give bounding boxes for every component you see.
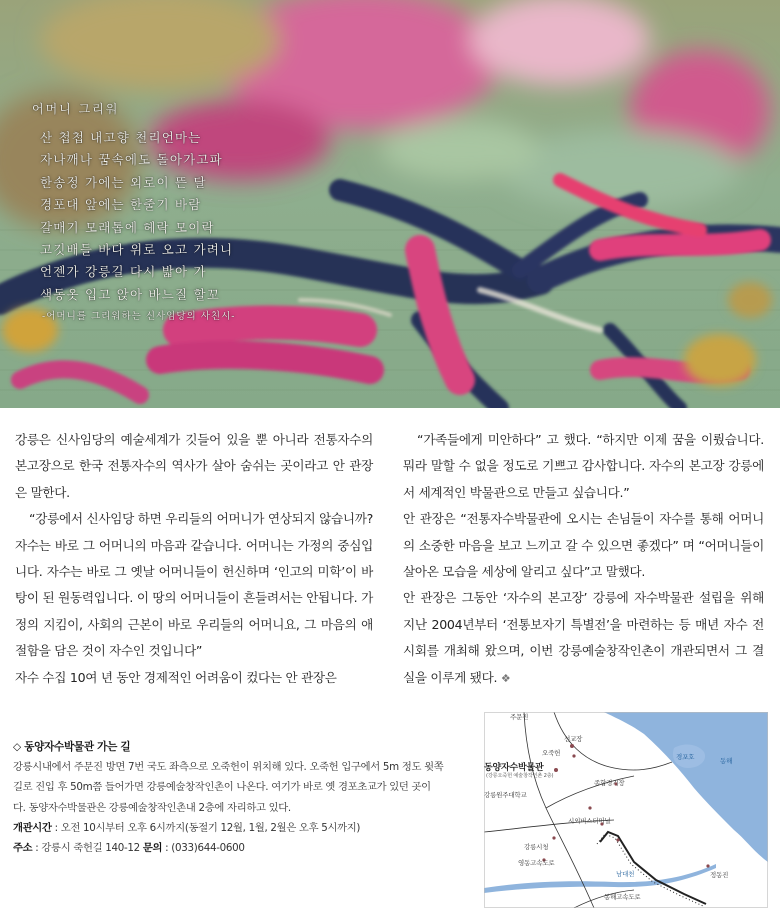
poem-line-6: 고깃배들 바다 위로 오고 가려니 — [40, 242, 234, 258]
poem-line-7: 언젠가 강릉길 다시 밟아 가 — [40, 264, 207, 280]
article-column-left — [15, 427, 373, 691]
map-label-donghae: 동해 — [720, 757, 733, 765]
directions-line: 다. 동양자수박물관은 강릉예술창작인촌내 2층에 자리하고 있다. — [13, 801, 291, 814]
poem-line-1: 산 첩첩 내고향 천리언마는 — [40, 130, 202, 145]
map-label-jeongdongjin: 정동진 — [710, 871, 729, 879]
opening-hours-label: 개관시간 — [13, 821, 52, 834]
poem-source: -어머니를 그리워하는 신사임당의 사친시- — [42, 311, 236, 323]
map-label-donghae-expressway: 동해고속도로 — [604, 893, 641, 901]
poem — [20, 100, 340, 322]
article-paragraph — [403, 585, 764, 692]
directions-line: 강릉시내에서 주문진 방면 7번 국도 좌측으로 오죽헌이 위치해 있다. 오죽헌 입구에서 5m 정도 윗쪽 — [13, 761, 444, 774]
poem-line-2: 자나깨나 꿈속에도 돌아가고파 — [40, 152, 223, 168]
end-mark-icon: ❖ — [500, 671, 511, 685]
article-paragraph: 자수 수집 10여 년 동안 경제적인 어려움이 컸다는 안 관장은 — [15, 669, 337, 685]
map-label-museum: 동양자수박물관 — [484, 763, 544, 773]
address-contact — [13, 838, 483, 858]
article-paragraph: 안 관장은 “전통자수박물관에 오시는 손님들이 자수를 통해 어머니의 소중한 마음을 보고 느끼고 갈 수 있으면 좋겠다” 며 “어머니들이 살아온 모습을 세상에 알리고 싶다”고 말했다. — [403, 511, 764, 580]
article-body — [0, 427, 780, 697]
address-value: : 강릉시 죽헌길 140-12 — [32, 842, 143, 855]
map-label-jumunjin: 주문진 — [510, 713, 529, 721]
article-paragraph: “강릉에서 신사임당 하면 우리들의 어머니가 연상되지 않습니까? 자수는 바로 그 어머니의 마음과 같습니다. 어머니는 가정의 중심입니다. 자수는 바로 그 옛날 어머니들이 헌신하며 ‘인고의 미학’이 바탕이 된 원동력입니다. 이 땅의 어머니들이 흔들려서는 안됩니다. 가정의 지킴이, 사회의 근본이 바로 우리들의 어머니요, 그 마음의 애절함을 담은 것이 자수인 것입니다” — [15, 511, 373, 659]
poem-line-3: 한송정 가에는 외로이 뜬 달 — [40, 174, 207, 190]
map-label-gyeongpoho: 경포호 — [676, 753, 695, 761]
map-label-university: 강릉원주대학교 — [484, 791, 527, 799]
opening-hours — [13, 818, 483, 838]
hero-embroidery-photo — [0, 0, 780, 408]
directions-title: ◇ 동양자수박물관 가는 길 — [13, 741, 131, 753]
phone-value: : (033)644-0600 — [162, 842, 245, 855]
map-label-museum-sub: (강릉오죽헌 예술창작인촌 2층) — [486, 773, 554, 779]
article-paragraph: 강릉은 신사임당의 예술세계가 깃들어 있을 뿐 아니라 전통자수의 본고장으로 한국 전통자수의 역사가 살아 숨쉬는 곳이라고 안 관장은 말한다. — [15, 432, 373, 500]
location-map — [484, 712, 768, 908]
map-label-yeongdong-expressway: 영동고속도로 — [518, 859, 555, 867]
article-paragraph-text: 안 관장은 그동안 ‘자수의 본고장’ 강릉에 자수박물관 설립을 위해 지난 2004년부터 ‘전통보자기 특별전’을 마련하는 등 매년 자수 전시회를 개최해 왔으며, 이번 강릉예술창작인촌이 개관되면서 그 결실을 이루게 됐다. — [403, 590, 764, 685]
opening-hours-value: : 오전 10시부터 오후 6시까지(동절기 12월, 1월, 2월은 오후 5시까지) — [51, 821, 361, 834]
map-label-seongyojang: 선교장 — [564, 735, 583, 743]
map-label-stadium: 종합경기장 — [594, 779, 625, 787]
address-label: 주소 — [13, 842, 33, 855]
article-column-right — [403, 427, 764, 692]
poem-line-4: 경포대 앞에는 한줄기 바람 — [40, 197, 202, 213]
article-paragraph: “가족들에게 미안하다” 고 했다. “하지만 이제 꿈을 이뤘습니다. 뭐라 말할 수 없을 정도로 기쁘고 감사합니다. 자수의 본고장 강릉에서 세계적인 박물관으로 만들고 싶습니다.” — [403, 432, 764, 500]
phone-label: 문의 — [142, 842, 163, 855]
directions-info — [13, 737, 483, 858]
poem-line-8: 색동옷 입고 앉아 바느질 할꼬 — [40, 286, 220, 302]
map-label-namdaecheon: 남대천 — [616, 870, 635, 878]
map-label-city-hall: 강릉시청 — [524, 843, 549, 851]
poem-title: 어머니 그리워 — [32, 102, 120, 116]
map-label-bus-terminal: 시외버스터미널 — [568, 817, 611, 825]
map-label-ojukheon: 오죽헌 — [542, 749, 561, 757]
directions-line: 길로 진입 후 50m쯤 들어가면 강릉예술창작인촌이 나온다. 여기가 바로 옛 경포초교가 있던 곳이 — [13, 781, 431, 794]
poem-line-5: 갈매기 모래톱에 헤락 모이락 — [40, 219, 215, 235]
